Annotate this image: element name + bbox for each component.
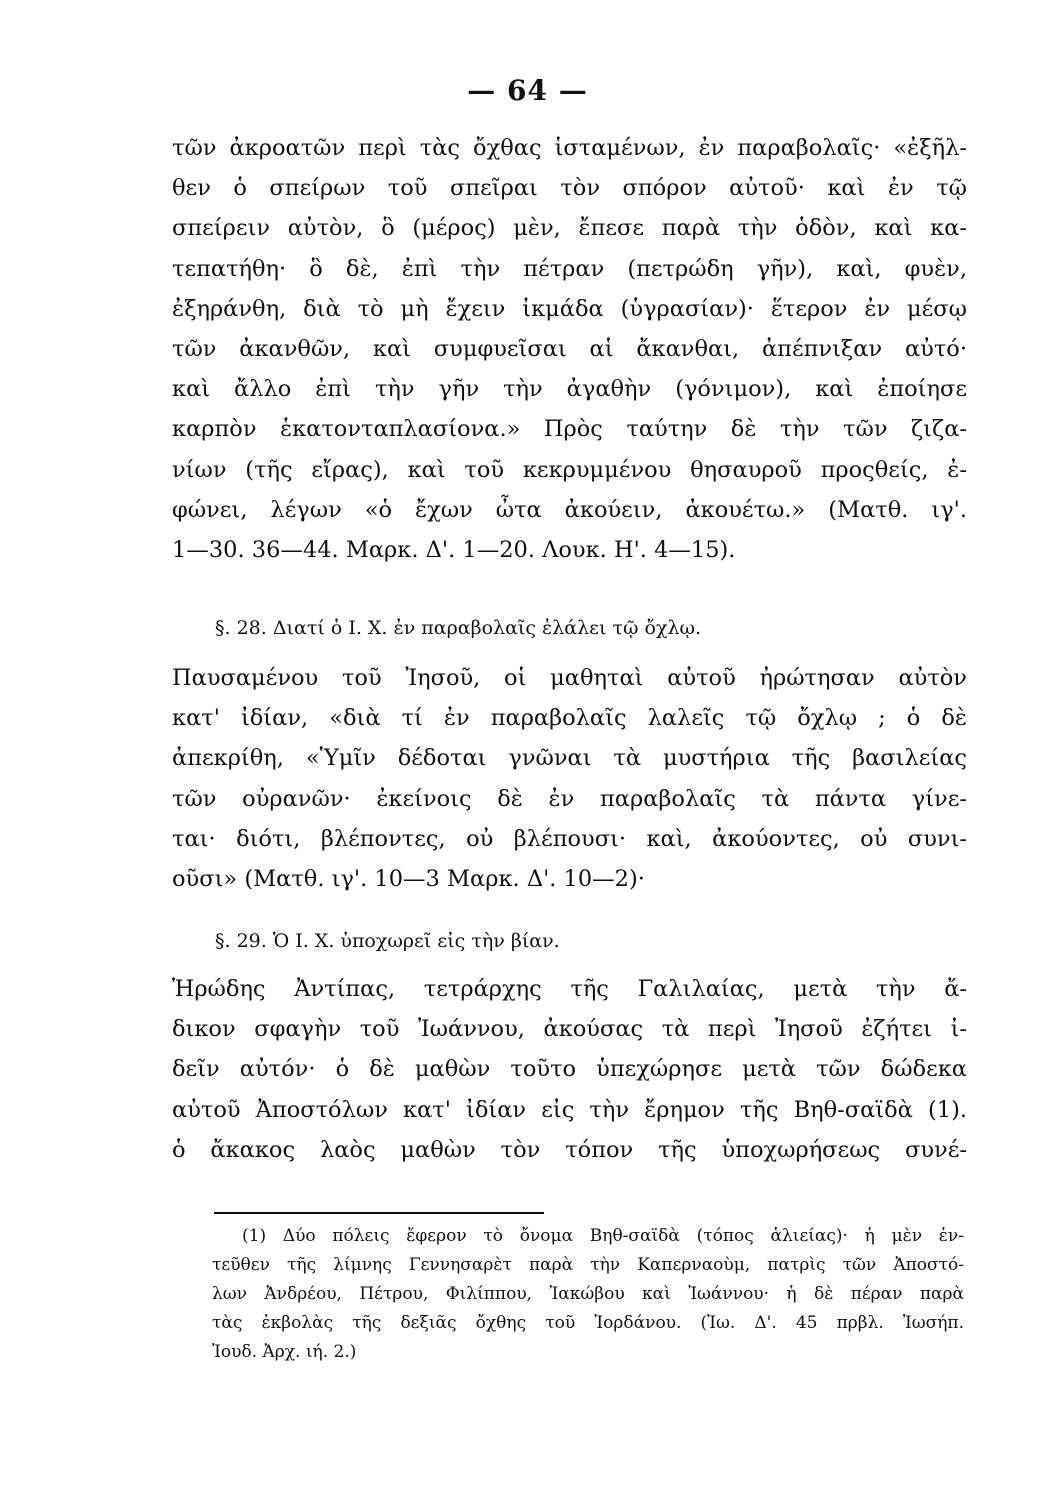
text-line: τῶν οὐρανῶν· ἐκείνοις δὲ ἐν παραβολαῖς τὰ πάντα γίνε- (172, 785, 967, 812)
text-line: τῶν ἀκροατῶν περὶ τὰς ὄχθας ἱσταμένων, ἐν παραβολαῖς· «ἐξῆλ- (172, 135, 967, 161)
text-line: οῦσι» (Ματθ. ιγ'. 10—3 Μαρκ. Δ'. 10—2)· (172, 866, 645, 893)
text-line: σπείρειν αὐτὸν, ὃ (μέρος) μὲν, ἔπεσε παρὰ τὴν ὁδὸν, καὶ κα- (172, 215, 967, 242)
footnote-line: (1) Δύο πόλεις ἔφερον τὸ ὄνομα Βηθ-σαϊδὰ (τόπος ἁλιείας)· ἡ μὲν ἐν- (242, 1226, 964, 1246)
footnote (212, 1222, 964, 1367)
text-line: καρπὸν ἑκατονταπλασίονα.» Πρὸς ταύτην δὲ τὴν τῶν ζιζα- (172, 416, 967, 443)
text-line: Παυσαμένου τοῦ Ἰησοῦ, οἱ μαθηταὶ αὐτοῦ ἠρώτησαν αὐτὸν (172, 665, 967, 691)
text-line: τῶν ἀκανθῶν, καὶ συμφυεῖσαι αἱ ἄκανθαι, ἀπέπνιξαν αὐτό· (172, 336, 967, 363)
footnote-line: τὰς ἐκβολὰς τῆς δεξιᾶς ὄχθης τοῦ Ἰορδάνου. (Ἰω. Δ'. 45 πρβλ. Ἰωσήπ. (212, 1313, 964, 1333)
text-line: ὁ ἄκακος λαὸς μαθὼν τὸν τόπον τῆς ὑποχωρήσεως συνέ- (172, 1136, 967, 1163)
text-line: κατ' ἰδίαν, «διὰ τί ἐν παραβολαῖς λαλεῖς τῷ ὄχλῳ ; ὁ δὲ (172, 705, 967, 732)
footnote-line: Ἰουδ. Ἀρχ. ιή. 2.) (212, 1342, 357, 1362)
text-line: νίων (τῆς εἴρας), καὶ τοῦ κεκρυμμένου θησαυροῦ προςθείς, ἐ- (172, 456, 967, 483)
paragraph-parable-sower (172, 128, 967, 570)
text-line: ται· διότι, βλέποντες, οὐ βλέπουσι· καὶ, ἀκούοντες, οὐ συνι- (172, 825, 967, 852)
text-line: φώνει, λέγων «ὁ ἔχων ὦτα ἀκούειν, ἀκουέτω.» (Ματθ. ιγ'. (172, 496, 967, 523)
text-line: 1—30. 36—44. Μαρκ. Δ'. 1—20. Λουκ. Η'. 4—15). (172, 537, 736, 564)
text-line: ἀπεκρίθη, «Ὑμῖν δέδοται γνῶναι τὰ μυστήρια τῆς βασιλείας (172, 745, 967, 772)
text-line: δικον σφαγὴν τοῦ Ἰωάννου, ἀκούσας τὰ περὶ Ἰησοῦ ἐζήτει ἰ- (172, 1016, 967, 1043)
footnote-line: λων Ἀνδρέου, Πέτρου, Φιλίππου, Ἰακώβου καὶ Ἰωάννου· ἡ δὲ πέραν παρὰ (212, 1284, 964, 1304)
text-line: δεῖν αὐτόν· ὁ δὲ μαθὼν τοῦτο ὑπεχώρησε μετὰ τῶν δώδεκα (172, 1056, 967, 1083)
text-line: Ἡρώδης Ἀντίπας, τετράρχης τῆς Γαλιλαίας, μετὰ τὴν ἄ- (172, 976, 967, 1002)
text-line: καὶ ἄλλο ἐπὶ τὴν γῆν τὴν ἀγαθὴν (γόνιμον), καὶ ἐποίησε (172, 376, 967, 403)
text-line: ἐξηράνθη, διὰ τὸ μὴ ἔχειν ἰκμάδα (ὑγρασίαν)· ἕτερον ἐν μέσῳ (172, 295, 967, 322)
paragraph-why-parables (172, 658, 967, 899)
text-line: θεν ὁ σπείρων τοῦ σπεῖραι τὸν σπόρον αὐτοῦ· καὶ ἐν τῷ (172, 175, 967, 202)
footnote-divider (214, 1212, 544, 1214)
section-heading-28: §. 28. Διατί ὁ Ι. Χ. ἐν παραβολαῖς ἐλάλει τῷ ὄχλῳ. (215, 617, 702, 639)
page-number: — 64 — (467, 74, 588, 107)
text-line: αὐτοῦ Ἀποστόλων κατ' ἰδίαν εἰς τὴν ἔρημον τῆς Βηθ-σαϊδὰ (1). (172, 1096, 967, 1123)
section-heading-29: §. 29. Ὁ Ι. Χ. ὑποχωρεῖ εἰς τὴν βίαν. (215, 930, 560, 952)
text-line: τεπατήθη· ὃ δὲ, ἐπὶ τὴν πέτραν (πετρώδη γῆν), καὶ, φυὲν, (172, 255, 967, 282)
paragraph-herod-antipas (172, 969, 967, 1170)
footnote-line: τεῦθεν τῆς λίμνης Γεννησαρὲτ παρὰ τὴν Καπερναοὺμ, πατρὶς τῶν Ἀποστό- (212, 1255, 964, 1275)
